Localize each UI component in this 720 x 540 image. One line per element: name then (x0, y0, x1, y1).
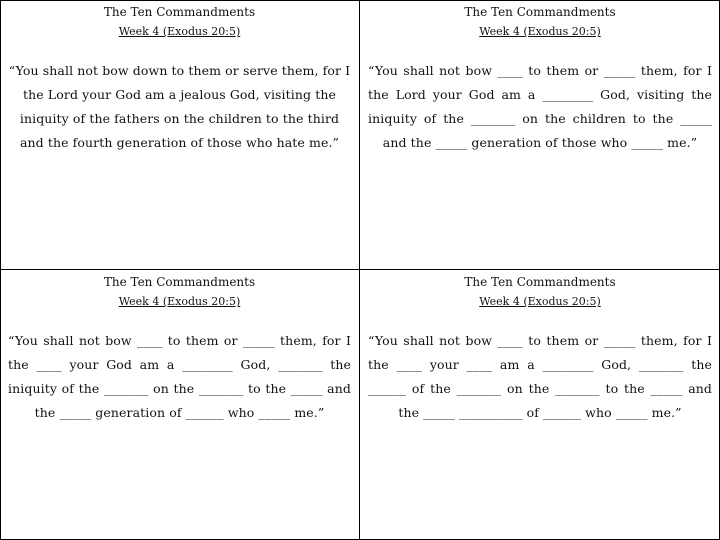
card-reference: Week 4 (Exodus 20:5) (479, 25, 601, 38)
card-3 (0, 270, 360, 540)
card-reference: Week 4 (Exodus 20:5) (118, 25, 241, 38)
card-verse: “You shall not bow ____ to them or _____ them, for I the ____ your ____ am a ________ God, _______ the ______ of the _______ on the _______ to the _____ and the _____ __________ of ______ who _____ me.” (368, 333, 712, 420)
card-verse: “You shall not bow ____ to them or _____ them, for I the ____ your God am a ________ God, _______ the iniquity of the _______ on the _______ to the _____ and the _____ generation of ______ who _____ me.” (8, 333, 351, 420)
card-title: The Ten Commandments (464, 275, 616, 289)
card-verse: “You shall not bow down to them or serve them, for I the Lord your God am a jealous God, visiting the iniquity of the fathers on the children to the third and the fourth generation of those who hate me.” (8, 63, 351, 150)
card-4 (360, 270, 720, 540)
card-2 (360, 0, 720, 270)
card-reference: Week 4 (Exodus 20:5) (479, 295, 601, 308)
card-title: The Ten Commandments (103, 275, 256, 289)
card-title: The Ten Commandments (103, 5, 256, 19)
card-title: The Ten Commandments (464, 5, 616, 19)
card-reference: Week 4 (Exodus 20:5) (118, 295, 241, 308)
card-1 (0, 0, 360, 270)
card-verse: “You shall not bow ____ to them or _____ them, for I the Lord your God am a ________ God, visiting the iniquity of the _______ on the children to the _____ and the _____ generation of those who _____ me.” (368, 63, 712, 150)
